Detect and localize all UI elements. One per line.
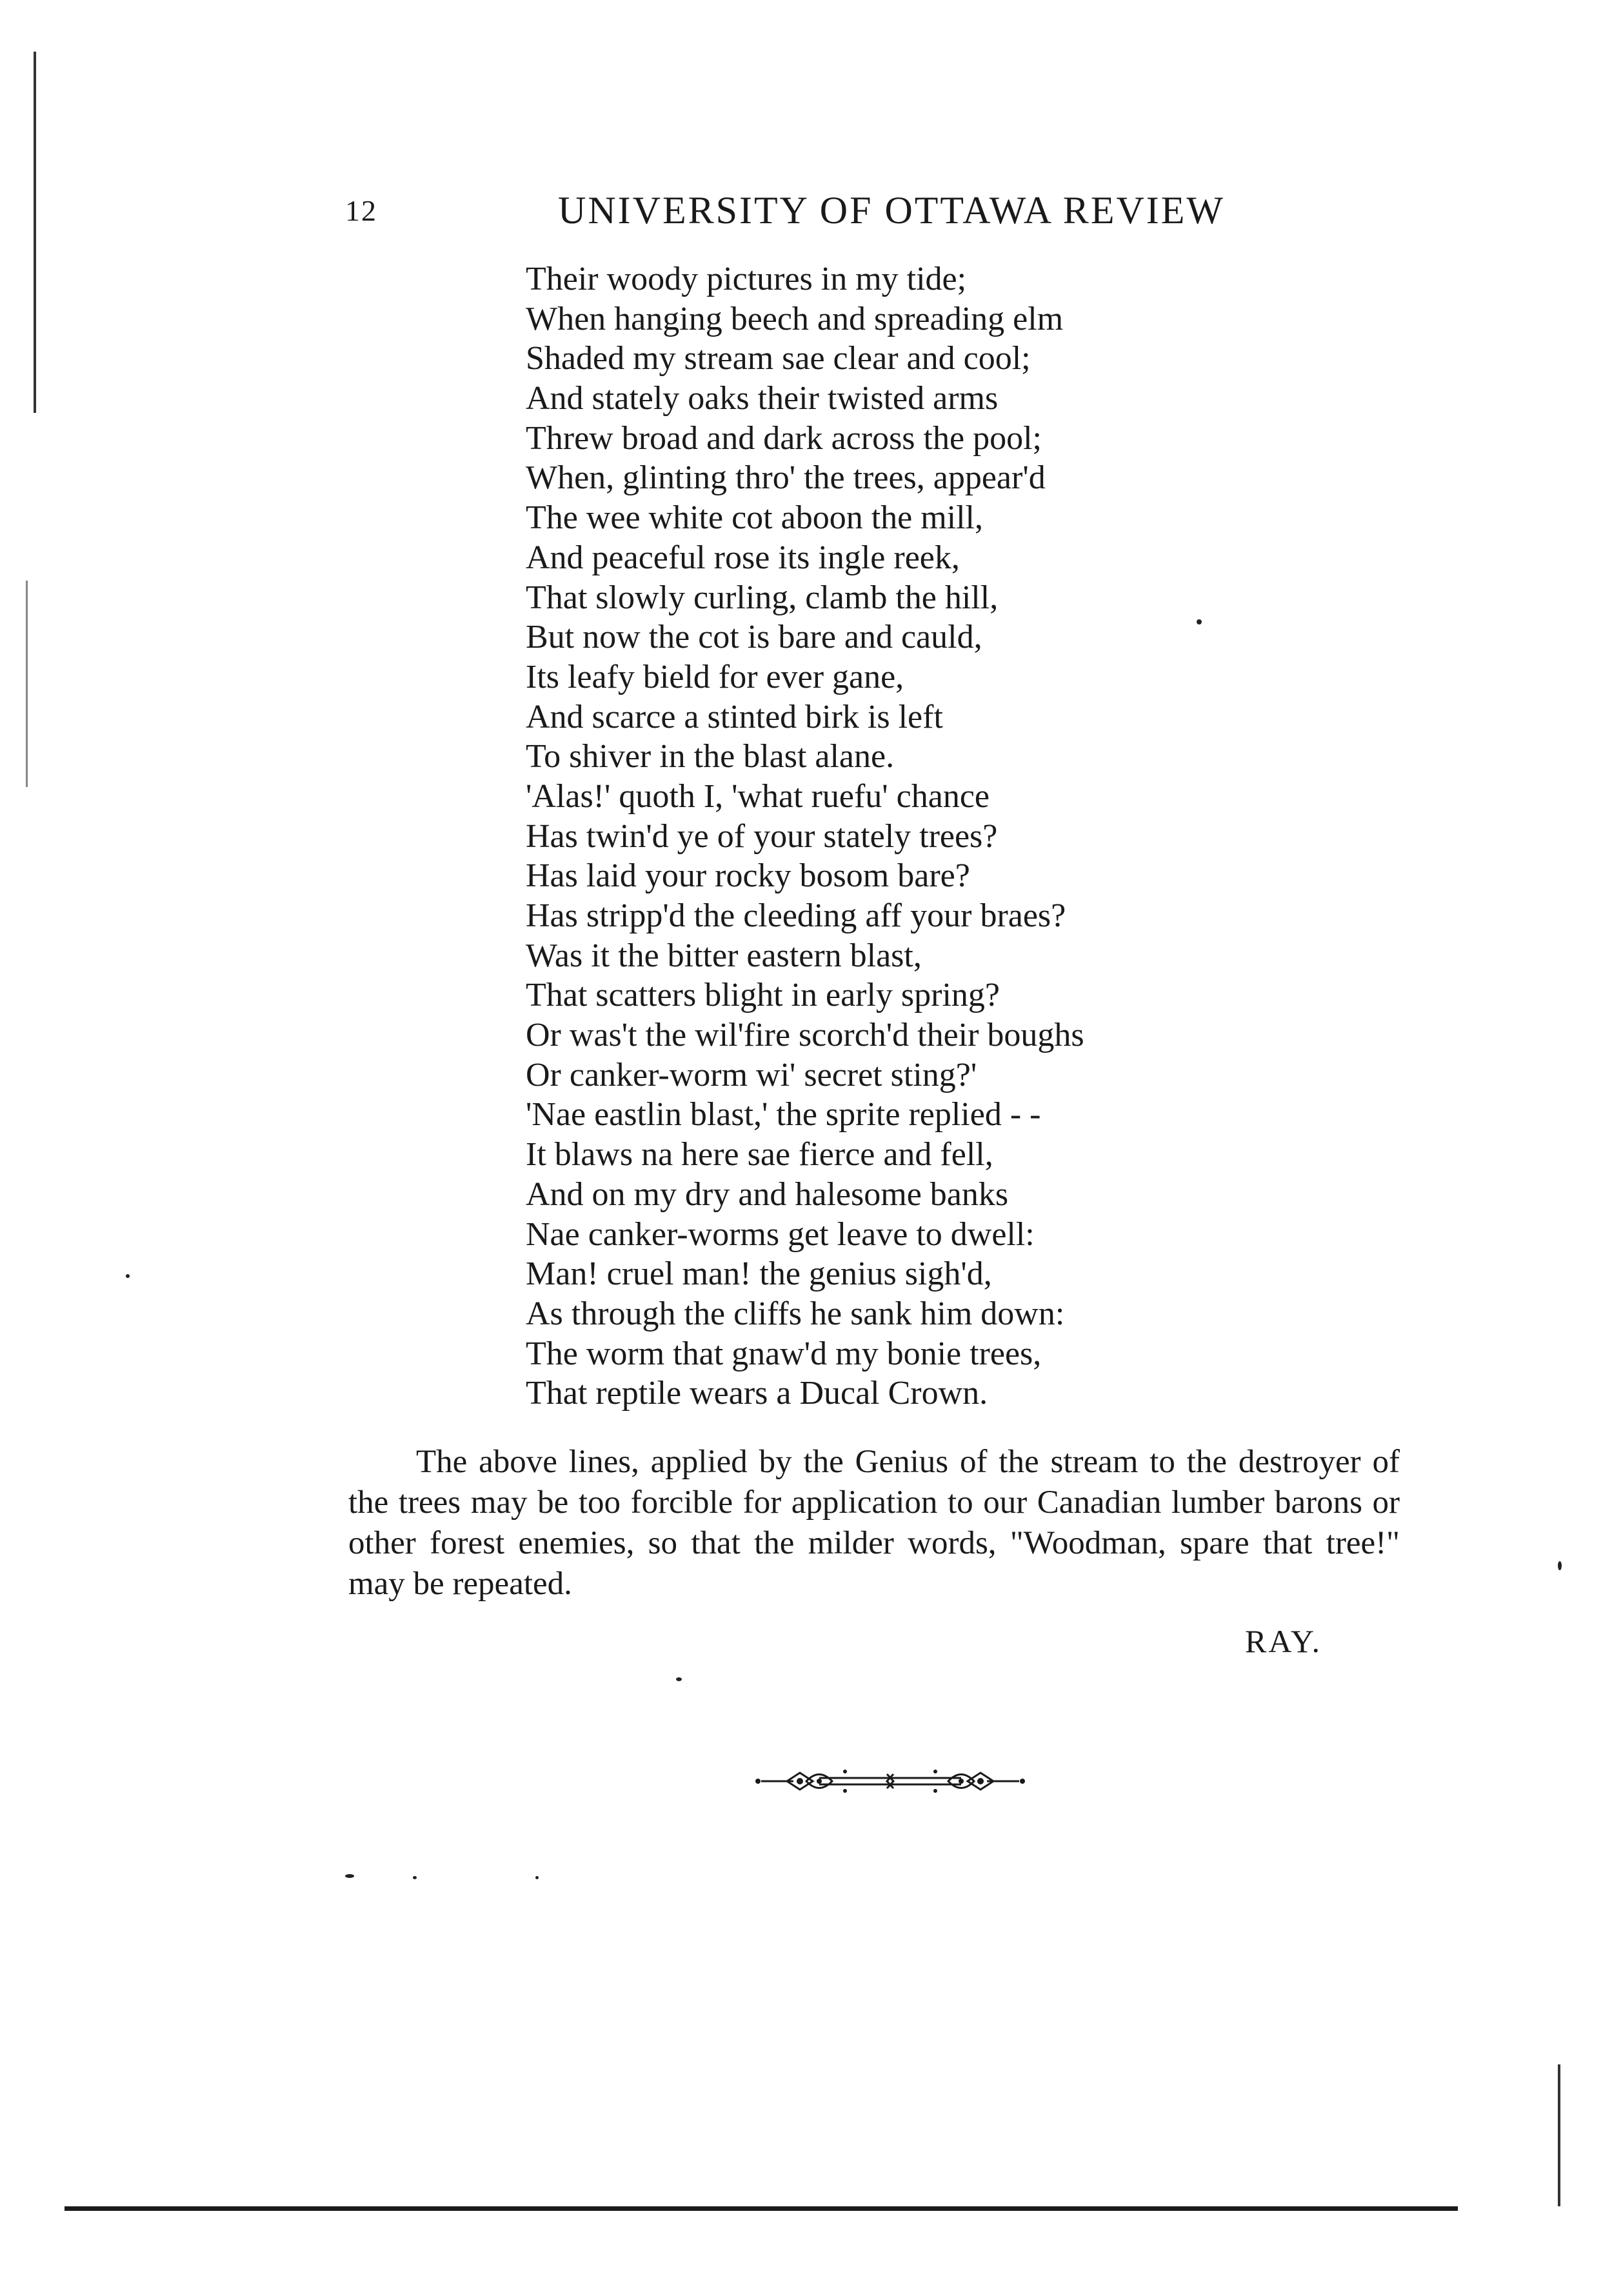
poem-line: As through the cliffs he sank him down: xyxy=(526,1295,1065,1332)
author-signature: RAY. xyxy=(1245,1623,1322,1659)
poem-line: 'Alas!' quoth I, 'what ruefu' chance xyxy=(526,777,990,815)
poem-line: And scarce a stinted birk is left xyxy=(526,698,943,735)
poem-line: And peaceful rose its ingle reek, xyxy=(526,539,960,576)
bottom-rule xyxy=(65,2206,1458,2211)
poem-line: And stately oaks their twisted arms xyxy=(526,380,999,417)
poem-line: Has twin'd ye of your stately trees? xyxy=(526,817,998,855)
poem-line: The worm that gnaw'd my bonie trees, xyxy=(526,1335,1042,1372)
scan-speck xyxy=(345,1874,354,1878)
scan-speck xyxy=(1197,619,1202,624)
poem-line: That scatters blight in early spring? xyxy=(526,977,1000,1014)
scan-speck xyxy=(535,1876,539,1879)
poem-line: Has laid your rocky bosom bare? xyxy=(526,857,970,895)
scan-speck xyxy=(1558,1561,1562,1570)
poem-line: That reptile wears a Ducal Crown. xyxy=(526,1375,988,1412)
decorative-scroll-ornament-icon xyxy=(748,1755,1032,1806)
poem-line: Man! cruel man! the genius sigh'd, xyxy=(526,1255,992,1293)
prose-paragraph: The above lines, applied by the Genius of the stream to the destroyer of the trees may be too forcible for application to our Canadian lumber barons or other forest enemies, so that the milder words, "Woodman, spare that tree!" may be repeated. xyxy=(348,1444,1400,1602)
poem-line: Or was't the wil'fire scorch'd their boughs xyxy=(526,1017,1084,1054)
poem-line: And on my dry and halesome banks xyxy=(526,1175,1009,1213)
poem-line: Threw broad and dark across the pool; xyxy=(526,419,1042,457)
scan-speck xyxy=(413,1876,417,1879)
poem-line: Shaded my stream sae clear and cool; xyxy=(526,340,1031,377)
running-head: UNIVERSITY OF OTTAWA REVIEW xyxy=(558,189,1226,232)
poem-line: Or canker-worm wi' secret sting?' xyxy=(526,1056,977,1093)
poem-line: Nae canker-worms get leave to dwell: xyxy=(526,1215,1035,1253)
scan-edge-mark xyxy=(1558,2064,1560,2206)
scan-speck xyxy=(126,1274,130,1278)
poem-line: To shiver in the blast alane. xyxy=(526,738,895,775)
scan-speck xyxy=(676,1677,682,1681)
poem-line: That slowly curling, clamb the hill, xyxy=(526,579,999,616)
poem-line: But now the cot is bare and cauld, xyxy=(526,619,982,656)
poem-line: Was it the bitter eastern blast, xyxy=(526,937,922,974)
page-number: 12 xyxy=(345,194,377,227)
poem-line: It blaws na here sae fierce and fell, xyxy=(526,1136,993,1173)
scan-edge-mark xyxy=(34,52,36,413)
poem-line: Its leafy bield for ever gane, xyxy=(526,658,904,695)
poem xyxy=(526,259,1084,1413)
poem-line: When hanging beech and spreading elm xyxy=(526,300,1064,337)
poem-line: When, glinting thro' the trees, appear'd xyxy=(526,459,1046,497)
poem-line: 'Nae eastlin blast,' the sprite replied - - xyxy=(526,1096,1041,1133)
poem-line: Has stripp'd the cleeding aff your braes? xyxy=(526,897,1066,934)
poem-line: The wee white cot aboon the mill, xyxy=(526,499,984,537)
poem-line: Their woody pictures in my tide; xyxy=(526,261,967,297)
scan-edge-mark xyxy=(26,581,28,787)
